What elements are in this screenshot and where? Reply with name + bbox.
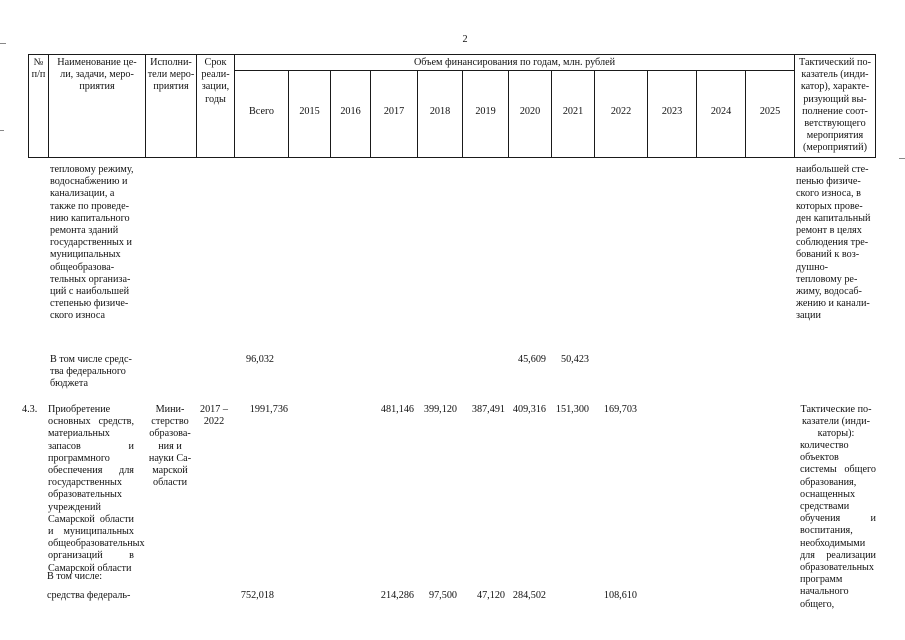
federal-funds-2020: 284,502 [512, 590, 546, 601]
federal-funds-2017: 214,286 [380, 590, 414, 601]
page-number: 2 [462, 34, 468, 45]
row-2021: 151,300 [555, 404, 589, 415]
row-continued-indicator: наибольшей сте- пенью физиче- ского износа, в которых прове- ден капитальный ремонт в целях соблюдения тре- бований к воз- душно- тепловому ре- жиму, водосаб- жению и канали- зации [796, 164, 871, 322]
row-2017: 481,146 [380, 404, 414, 415]
federal-2020: 45,609 [517, 354, 546, 365]
header-year: 2024 [710, 106, 732, 117]
header-row-number: № п/п [31, 57, 46, 81]
scan-mark [899, 158, 905, 159]
header-year: 2017 [383, 106, 405, 117]
row-executors: Мини- стерство образова- ния и науки Са- марской области [148, 404, 192, 489]
header-year: 2021 [562, 106, 584, 117]
header-year: 2019 [475, 106, 496, 117]
row-continued-name: тепловому режиму, водоснабжению и канализации, а также по проведе- нию капитального ремонта зданий государственных и муниципальных общеобразова- тельных организа- ций с наибольшей степенью физиче- ского износа [50, 164, 134, 322]
row-term: 2017 – 2022 [199, 404, 228, 428]
row-2020: 409,316 [512, 404, 546, 415]
federal-total: 96,032 [245, 354, 274, 365]
header-year: 2025 [759, 106, 781, 117]
row-2018: 399,120 [423, 404, 457, 415]
row-2022: 169,703 [603, 404, 637, 415]
header-executors: Исполни- тели меро- приятия [147, 57, 195, 93]
row-indicator-title: Тактические по- казатели (инди- каторы): [800, 404, 872, 440]
row-name: Приобретение основных средств, материальных запасов и программного обеспечения для государственных образовательных учреждений Самарской области и муниципальных общеобразовательных организаций в Самарской области [48, 404, 145, 574]
row-total: 1991,736 [249, 404, 288, 415]
federal-funds-total: 752,018 [240, 590, 274, 601]
row-indicator-body: количество объектов системы общего образования, оснащенных средствами обучения и воспитания, необходимыми для реализации образовательных программ начального общего, [800, 440, 876, 610]
federal-budget-label: В том числе средс- тва федерального бюджета [50, 354, 132, 390]
header-year: 2022 [610, 106, 632, 117]
header-year: 2023 [661, 106, 683, 117]
header-year: 2018 [429, 106, 451, 117]
federal-funds-label: средства федераль- [47, 590, 131, 601]
row-number: 4.3. [22, 404, 38, 415]
including-label: В том числе: [47, 571, 103, 582]
header-indicator: Тактический по- казатель (инди- катор), характе- ризующий вы- полнение соот- ветствующего мероприятия (мероприятий) [799, 57, 871, 154]
scan-mark [0, 43, 6, 44]
header-year: 2020 [519, 106, 541, 117]
federal-funds-2018: 97,500 [428, 590, 457, 601]
row-2019: 387,491 [471, 404, 505, 415]
header-year: 2016 [340, 106, 361, 117]
scan-mark [0, 130, 4, 131]
header-funding: Объем финансирования по годам, млн. рублей [413, 57, 616, 68]
federal-funds-2019: 47,120 [476, 590, 505, 601]
federal-funds-2022: 108,610 [603, 590, 637, 601]
header-year: 2015 [299, 106, 320, 117]
federal-2021: 50,423 [560, 354, 589, 365]
header-term: Срок реали- зации, годы [201, 57, 230, 105]
header-name: Наименование це- ли, задачи, меро- приятия [57, 57, 137, 93]
header-total: Всего [249, 106, 274, 117]
